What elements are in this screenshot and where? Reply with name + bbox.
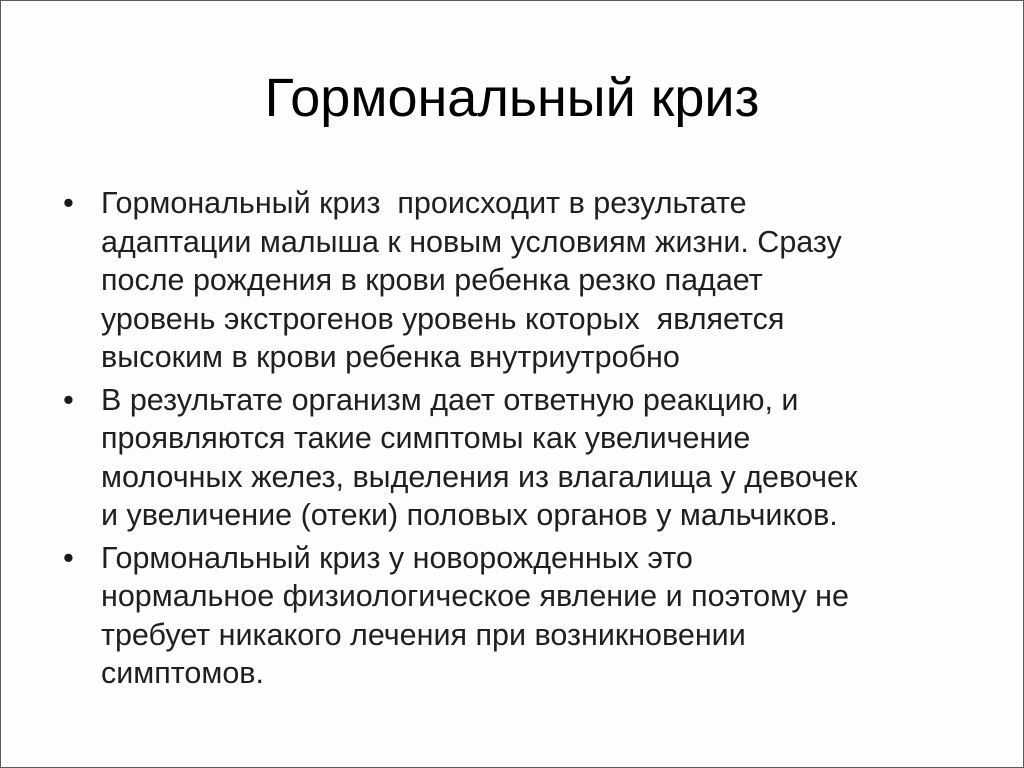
bullet-dot-icon: • bbox=[63, 381, 74, 417]
bullet-text-line: и увеличение (отеки) половых органов у мальчиков. bbox=[101, 498, 838, 532]
bullet-dot-icon: • bbox=[63, 185, 74, 220]
slide-title: Гормональный криз bbox=[264, 68, 760, 128]
bullet-dot-icon: • bbox=[63, 539, 74, 575]
bullet-text-line: Гормональный криз происходит в результате bbox=[101, 186, 747, 220]
bullet-item bbox=[63, 381, 963, 535]
bullet-text-line: симптомов. bbox=[101, 656, 264, 690]
bullet-text-line: Гормональный криз у новорожденных это bbox=[101, 540, 693, 575]
bullet-text-line: требует никакого лечения при возникновении bbox=[101, 617, 746, 652]
bullet-text-line: адаптации малыша к новым условиям жизни. Сразу bbox=[101, 224, 842, 259]
bullet-item bbox=[63, 539, 963, 693]
bullet-item bbox=[63, 184, 963, 377]
bullet-text-line: нормальное физиологическое явление и поэтому не bbox=[101, 579, 849, 613]
bullet-text-line: уровень экстрогенов уровень которых является bbox=[101, 301, 785, 336]
bullet-text-line: проявляются такие симптомы как увеличение bbox=[101, 421, 751, 455]
bullet-text-line: высоким в крови ребенка внутриутробно bbox=[101, 340, 680, 374]
bullet-text-line: В результате организм дает ответную реакцию, и bbox=[101, 382, 799, 417]
bullet-list bbox=[63, 184, 963, 697]
bullet-text-line: молочных желез, выделения из влагалища у девочек bbox=[101, 459, 858, 494]
bullet-text-line: после рождения в крови ребенка резко падает bbox=[101, 263, 763, 297]
